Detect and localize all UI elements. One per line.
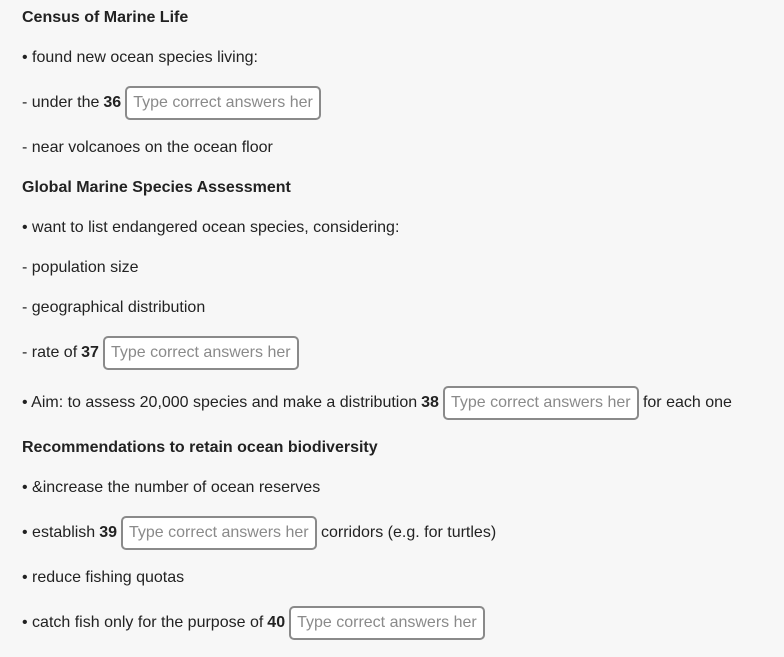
- answer-input-36[interactable]: [125, 86, 321, 120]
- rec-catch-prefix: • catch fish only for the purpose of: [22, 614, 264, 631]
- rec-establish-prefix: • establish: [22, 524, 96, 541]
- gmsa-rate-prefix: - rate of: [22, 344, 78, 361]
- answer-input-37[interactable]: [103, 336, 299, 370]
- census-line-under: [22, 86, 321, 120]
- census-bullet-volcanoes: - near volcanoes on the ocean floor: [22, 139, 273, 156]
- gmsa-line-rate: [22, 336, 299, 370]
- gmsa-aim-prefix: • Aim: to assess 20,000 species and make a distribution: [22, 394, 418, 411]
- rec-bullet-quotas: • reduce fishing quotas: [22, 569, 185, 586]
- census-under-prefix: - under the: [22, 94, 100, 111]
- rec-line-corridors: [22, 516, 496, 550]
- gmsa-line-aim: [22, 386, 732, 420]
- answer-input-39[interactable]: [121, 516, 317, 550]
- question-number-37: 37: [81, 344, 99, 361]
- census-bullet-species: • found new ocean species living:: [22, 49, 258, 66]
- gmsa-title: Global Marine Species Assessment: [22, 179, 291, 196]
- rec-bullet-reserves: • &increase the number of ocean reserves: [22, 479, 321, 496]
- recommendations-title: Recommendations to retain ocean biodiversity: [22, 439, 378, 456]
- gmsa-item-population: - population size: [22, 259, 139, 276]
- answer-input-40[interactable]: [289, 606, 485, 640]
- gmsa-bullet-endangered: • want to list endangered ocean species, considering:: [22, 219, 400, 236]
- question-number-36: 36: [103, 94, 122, 111]
- answer-input-38[interactable]: [443, 386, 639, 420]
- rec-line-catch: [22, 606, 485, 640]
- question-number-38: 38: [421, 394, 439, 411]
- question-number-40: 40: [267, 614, 286, 631]
- gmsa-item-geography: - geographical distribution: [22, 299, 206, 316]
- census-title: Census of Marine Life: [22, 9, 189, 26]
- gmsa-aim-suffix: for each one: [642, 394, 732, 411]
- question-number-39: 39: [99, 524, 117, 541]
- rec-corridors-suffix: corridors (e.g. for turtles): [321, 524, 497, 541]
